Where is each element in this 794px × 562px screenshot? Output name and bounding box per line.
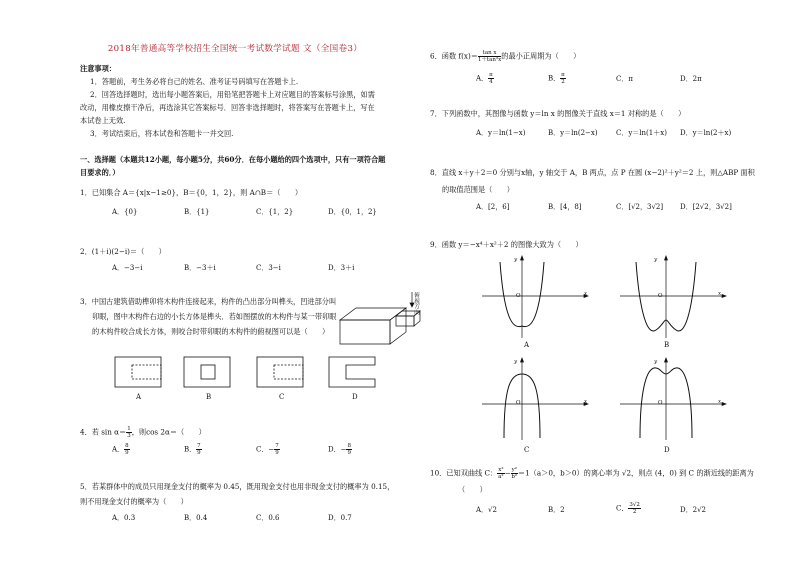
q8-option-d: D．[2√2，3√2] [680,203,732,211]
q6-option-b: B． $\frac{\pi}{2}$ [548,72,565,85]
question-9-stem: 9．函数 y＝−x⁴＋x²＋2 的图像大致为（ ） [430,240,583,249]
q6-option-a: A． $\frac{\pi}{4}$ [476,72,493,85]
q9-label-a: A [524,341,530,349]
q9-label-c: C [524,446,530,454]
q6-option-c: C．π [616,75,633,83]
question-8-stem: 8．直线 x＋y＋2＝0 分别与x轴，y 轴交于 A，B 两点，点 P 在圆 (x−2)²＋y²＝2 上，则△ABP 面积 [430,168,755,177]
exam-title: 2018年普通高等学校招生全国统一考试数学试题 文（全国卷3） [107,44,363,54]
q2-option-d: D．3＋i [328,264,355,272]
q9-graph-d [616,358,728,442]
q1-option-c: C．{1，2} [256,208,294,216]
q5-option-a: A．0.3 [112,514,136,522]
question-8-stem: 的取值范围是（ ） [442,185,514,194]
q7-option-a: A．y＝ln(1−x) [476,129,526,137]
q9-graph-c [478,358,590,442]
question-4-stem: 4．若 sin α＝ $\frac{1}{3}$ ，则cos 2α＝（ ） [80,426,206,439]
axis-label-y: y [514,359,518,365]
q9-graph-b [616,256,728,340]
question-1-stem: 1．已知集合 A＝{x|x−1≥0}，B＝{0，1，2}，则 A∩B＝（ ） [80,188,303,197]
question-10-stem: （ ） [458,485,487,494]
q2-option-c: C．3−i [256,264,281,272]
q1-option-a: A．{0} [112,208,138,216]
notice-line: 2．回答选择题时，选出每小题答案后，用铅笔把答题卡上对应题目的答案标号涂黑，如需 [90,90,375,99]
question-5-stem: 则不用现金支付的概率为（ ） [80,497,188,506]
q9-graph-a [478,256,590,340]
q5-option-d: D．0.7 [328,514,352,522]
q7-option-b: B．y＝ln(2−x) [548,129,598,137]
q5-option-c: C．0.6 [256,514,280,522]
q9-label-b: B [664,341,670,349]
question-3-stem: 的木构件咬合成长方体，则咬合时带卯眼的木构件的俯视图可以是（ ） [92,327,330,336]
q7-option-d: D．y＝ln(2＋x) [680,129,732,137]
notice-line: 3．考试结束后，将本试卷和答题卡一并交回. [90,129,234,138]
q1-option-b: B．{1} [184,208,210,216]
fraction: $\frac{1}{3}$ [127,426,131,439]
q4-option-d: D．− $\frac{8}{9}$ [328,443,351,456]
q3-label-d: D [352,393,358,401]
q3-option-figures [115,356,385,392]
q10-option-a: A．√2 [476,506,497,514]
axis-label-y: y [654,257,658,263]
q8-option-a: A．[2，6] [476,203,510,211]
axis-label-x: x [584,291,588,297]
q7-option-c: C．y＝ln(1＋x) [616,129,667,137]
q3-label-a: A [136,393,142,401]
axis-label-x: x [584,399,588,405]
q10-option-c: C． $\frac{3√2}{2}$ [616,502,640,515]
q9-label-d: D [664,446,670,454]
question-6-stem: 6．函数 f(x)＝ $\frac{\text{tan x}}{\text{1＋tan²x}}$ 的最小正周期为（ ） [430,50,581,63]
axis-label-x: x [718,399,722,405]
q4-option-c: C．− $\frac{7}{9}$ [256,443,279,456]
notice-line: 1．答题前，考生务必将自己的姓名、准考证号码填写在答题卡上. [90,77,299,86]
axis-label-x: x [718,291,722,297]
question-10-stem: 10．已知双曲线 C： $\frac{\text{x²}}{\text{a²}}$ − $\frac{\text{y²}}{\text{b²}}$ ＝1（a＞0，b＞0）的离心率为 √2，则点 (4，0) 到 C 的渐近线的距离为 [430,467,754,480]
q4-option-b: B． $\frac{7}{9}$ [184,443,201,456]
q10-option-d: D．2√2 [680,506,706,514]
q4-option-a: A． $\frac{8}{9}$ [112,443,129,456]
q2-option-b: B．−3＋i [184,264,216,272]
question-5-stem: 5．若某群体中的成员只用现金支付的概率为 0.45，既用现金支付也用非现金支付的概率为 0.15， [80,482,395,491]
q3-label-b: B [206,393,212,401]
view-direction-label: 俯视方向 [412,292,419,316]
axis-label-y: y [654,359,658,365]
axis-label-y: y [514,257,518,263]
origin-label: O [516,400,521,406]
origin-label: O [658,293,663,299]
q6-option-d: D．2π [680,75,702,83]
q2-option-a: A．−3−i [112,264,143,272]
question-2-stem: 2．(1＋i)(2−i)＝（ ） [80,247,166,256]
q1-option-d: D．{0，1，2} [328,208,377,216]
question-3-stem: 卯眼，图中木构件右边的小长方体是榫头．若如图摆放的木构件与某一带卯眼 [92,312,337,321]
notice-line: 改动，用橡皮擦干净后，再选涂其它答案标号．回答非选择题时，将答案写在答题卡上，写在 [80,103,375,112]
q3-label-c: C [279,393,285,401]
question-3-stem: 3．中国古建筑借助榫卯将木构件连接起来，构件的凸出部分叫榫头，凹进部分叫 [80,297,337,306]
q5-option-b: B．0.4 [184,514,208,522]
notice-heading: 注意事项： [80,64,116,73]
notice-line: 本试卷上无效. [80,116,126,125]
section-heading: 目要求的．） [80,168,120,177]
question-7-stem: 7．下列函数中，其图像与函数 y＝ln x 的图像关于直线 x＝1 对称的是（ ） [430,109,686,118]
q8-option-b: B．[4，8] [548,203,582,211]
q8-option-c: C．[√2，3√2] [616,203,664,211]
origin-label: O [658,400,663,406]
q10-option-b: B．2 [548,506,565,514]
section-heading: 一、选择题（本题共12小题，每小题5分，共60分．在每小题给的四个选项中，只有一项符合题 [80,155,386,164]
origin-label: O [516,293,521,299]
